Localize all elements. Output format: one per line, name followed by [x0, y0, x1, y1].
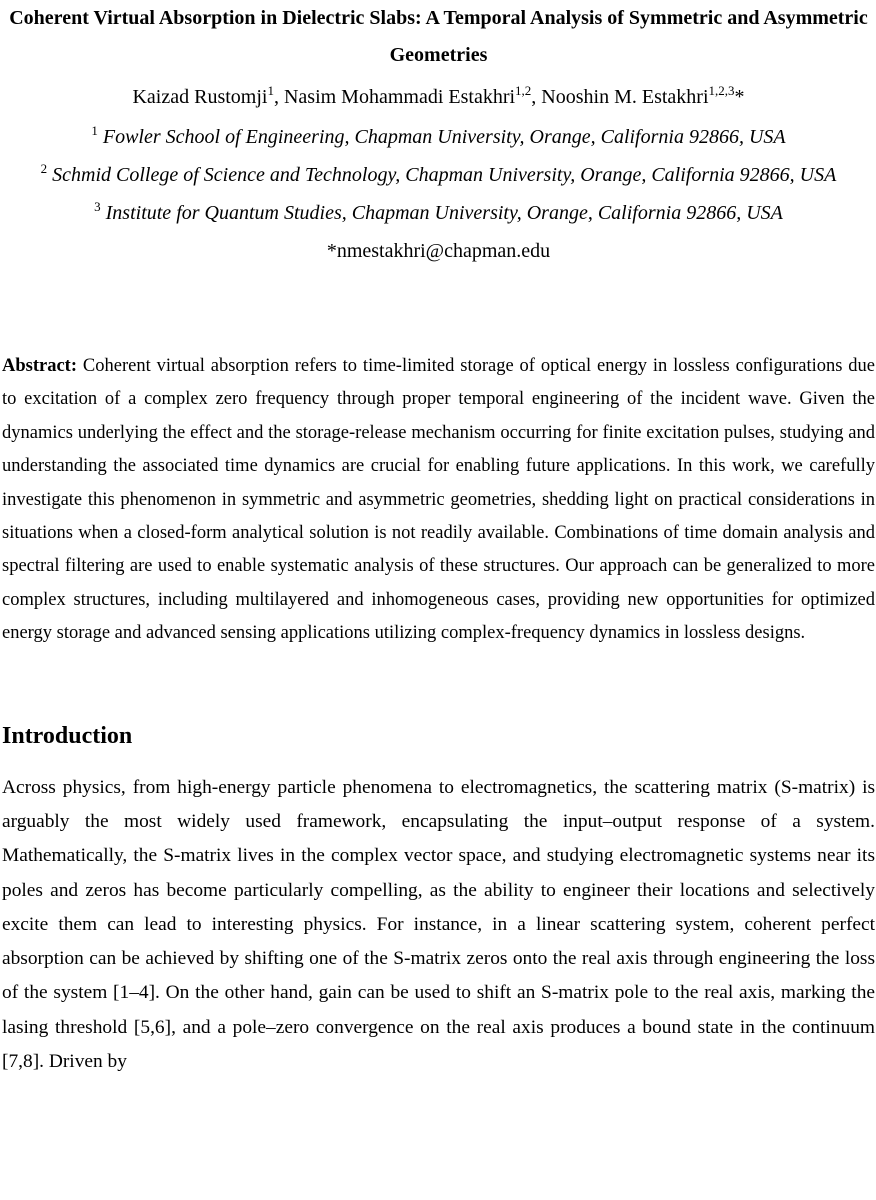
author-name: Nasim Mohammadi Estakhri	[283, 86, 516, 108]
affiliation-1	[2, 118, 875, 156]
affiliation-number: 1	[91, 123, 98, 138]
author-affil-mark: 1,2	[515, 83, 532, 98]
paper-title: Coherent Virtual Absorption in Dielectric Slabs: A Temporal Analysis of Symmetric and Asymmetric Geometries	[9, 7, 868, 66]
author-affil-mark: 1,2,3	[708, 83, 735, 98]
affiliation-3	[2, 194, 875, 232]
affiliation-2	[2, 156, 875, 194]
affiliation-number: 3	[94, 199, 101, 214]
corresponding-email: *nmestakhri@chapman.edu	[326, 240, 551, 262]
author-name: Nooshin M. Estakhri	[541, 86, 709, 108]
affiliation-text: Schmid College of Science and Technology, Chapman University, Orange, California 92866, USA	[52, 164, 837, 186]
section-heading-introduction: Introduction	[2, 722, 133, 749]
abstract	[2, 350, 875, 651]
author-separator: ,	[531, 86, 542, 108]
author-affil-mark: 1	[267, 83, 274, 98]
introduction-paragraph: Across physics, from high-energy particle phenomena to electromagnetics, the scattering matrix (S-matrix) is arguably the most widely used framework, encapsulating the input–output response of a system. Mathematically, the S-matrix lives in the complex vector space, and studying electromagnetic systems near its poles and zeros has become particularly compelling, as the ability to engineer their locations and selectively excite them can lead to interesting physics. For instance, in a linear scattering system, coherent perfect absorption can be achieved by shifting one of the S-matrix zeros onto the real axis through engineering the loss of the system [1–4]. On the other hand, gain can be used to shift an S-matrix pole to the real axis, marking the lasing threshold [5,6], and a pole–zero convergence on the real axis produces a bound state in the continuum [7,8]. Driven by	[2, 776, 875, 1073]
abstract-label: Abstract:	[2, 356, 78, 376]
affiliation-text: Fowler School of Engineering, Chapman University, Orange, California 92866, USA	[102, 126, 786, 148]
corresponding-mark: *	[734, 86, 745, 108]
abstract-text: Coherent virtual absorption refers to time-limited storage of optical energy in lossless configurations due to excitation of a complex zero frequency through proper temporal engineering of the incident wave. Given the dynamics underlying the effect and the storage-release mechanism occurring for finite excitation pulses, studying and understanding the associated time dynamics are crucial for enabling future applications. In this work, we carefully investigate this phenomenon in symmetric and asymmetric geometries, shedding light on practical considerations in situations when a closed-form analytical solution is not readily available. Combinations of time domain analysis and spectral filtering are used to enable systematic analysis of these structures. Our approach can be generalized to more complex structures, including multilayered and inhomogeneous cases, providing new opportunities for optimized energy storage and advanced sensing applications utilizing complex-frequency dynamics in lossless designs.	[2, 356, 876, 644]
affiliation-text: Institute for Quantum Studies, Chapman University, Orange, California 92866, USA	[105, 202, 783, 224]
author-separator: ,	[273, 86, 284, 108]
affiliation-number: 2	[40, 161, 48, 176]
author-name: Kaizad Rustomji	[132, 86, 268, 108]
author-list	[2, 78, 875, 116]
